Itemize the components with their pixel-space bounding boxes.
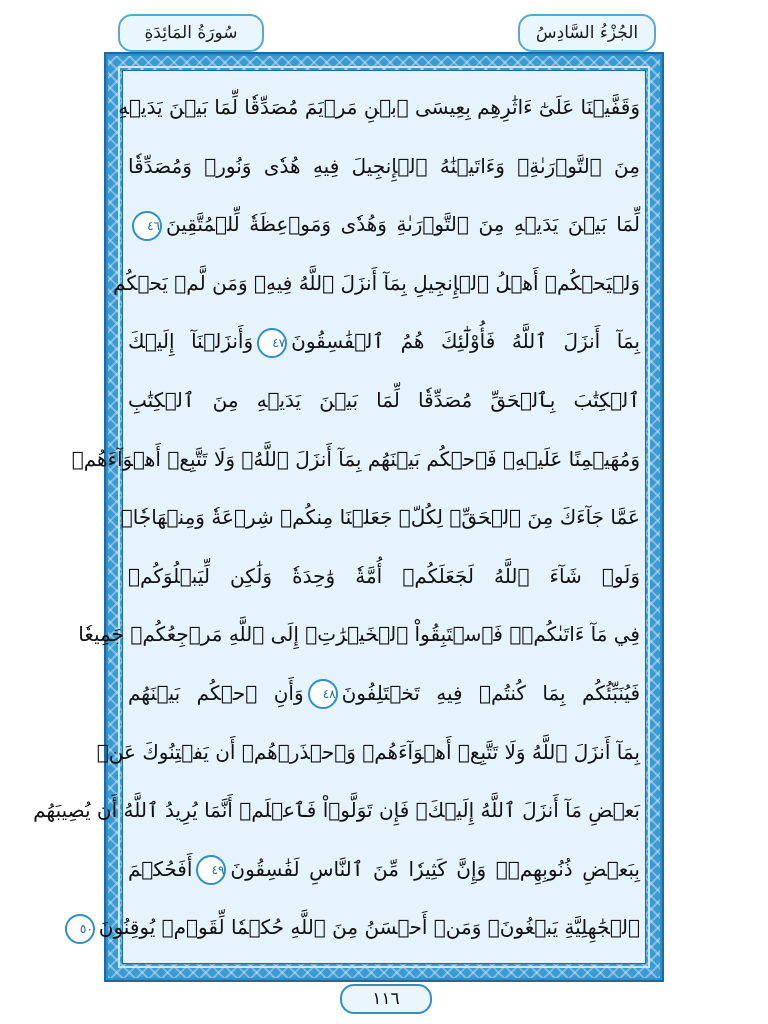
surah-name-label [118,14,264,52]
line-text-after: وَأَنِ ٱحۡكُم بَيۡنَهُم [128,680,304,705]
page-number-text: ١١٦ [372,989,400,1009]
line-text-after: أَفَحُكۡمَ [128,856,193,881]
line-text: بَعۡضِ مَآ أَنزَلَ ٱللَّهُ إِلَيۡكَۖ فَإِن تَوَلَّوۡاْ فَٱعۡلَمۡ أَنَّمَا يُرِيدُ ٱللَّهُ أَن يُصِيبَهُم [33,798,640,823]
verse-line [113,254,640,313]
line-text: ٱلۡجَٰهِلِيَّةِ يَبۡغُونَۚ وَمَنۡ أَحۡسَنُ مِنَ ٱللَّهِ حُكۡمٗا لِّقَوۡمٖ يُوقِنُونَ [98,915,640,940]
verse-number-marker: ٤٧ [257,328,287,358]
line-text: بِمَآ أَنزَلَ ٱللَّهُ فَأُوْلَٰٓئِكَ هُمُ ٱلۡفَٰسِقُونَ [291,329,640,354]
verse-lines [33,78,640,958]
line-text: لِّمَا بَيۡنَ يَدَيۡهِ مِنَ ٱلتَّوۡرَىٰةِ وَهُدٗى وَمَوۡعِظَةٗ لِّلۡمُتَّقِينَ [166,212,640,237]
line-text: وَقَفَّيۡنَا عَلَىٰٓ ءَاثَٰرِهِم بِعِيسَى ٱبۡنِ مَرۡيَمَ مُصَدِّقٗا لِّمَا بَيۡنَ يَدَيۡهِ [118,95,640,119]
line-text: مِنَ ٱلتَّوۡرَىٰةِۖ وَءَاتَيۡنَٰهُ ٱلۡإِنجِيلَ فِيهِ هُدٗى وَنُورٞ وَمُصَدِّقٗا [128,153,640,178]
verse-number-marker: ٤٨ [308,679,338,709]
surah-name-text: سُورَةُ المَائِدَةِ [144,23,238,43]
verse-line [96,723,640,782]
verse-line [78,605,640,664]
verse-number-marker: ٥٠ [65,914,95,944]
juz-label [518,14,656,52]
verse-line [120,488,640,547]
line-text: فَيُنَبِّئُكُم بِمَا كُنتُمۡ فِيهِ تَخۡتَلِفُونَ [341,680,640,705]
line-text: وَلَوۡ شَآءَ ٱللَّهُ لَجَعَلَكُمۡ أُمَّةٗ وَٰحِدَةٗ وَلَٰكِن لِّيَبۡلُوَكُمۡ [128,563,640,588]
verse-line [128,195,640,254]
line-text: وَلۡيَحۡكُمۡ أَهۡلُ ٱلۡإِنجِيلِ بِمَآ أَنزَلَ ٱللَّهُ فِيهِۚ وَمَن لَّمۡ يَحۡكُم [113,270,640,295]
page-number [340,984,432,1014]
juz-text: الجُزْءُ السَّادِسُ [535,23,639,43]
line-text: وَمُهَيۡمِنًا عَلَيۡهِۖ فَٱحۡكُم بَيۡنَهُم بِمَآ أَنزَلَ ٱللَّهُۖ وَلَا تَتَّبِعۡ أَهۡوَآءَهُمۡ [71,446,640,471]
verse-line [128,664,640,723]
verse-line [79,898,640,957]
verse-line [33,781,640,840]
verse-line [128,137,640,196]
line-text: بِبَعۡضِ ذُنُوبِهِمۡۗ وَإِنَّ كَثِيرٗا مِّنَ ٱلنَّاسِ لَفَٰسِقُونَ [230,856,640,881]
verse-line [71,430,640,489]
line-text: عَمَّا جَآءَكَ مِنَ ٱلۡحَقِّۚ لِكُلّٖ جَعَلۡنَا مِنكُمۡ شِرۡعَةٗ وَمِنۡهَاجٗاۚ [120,505,640,530]
verse-line [128,312,640,371]
verse-number-marker: ٤٩ [196,855,226,885]
verse-line [128,547,640,606]
line-text: بِمَآ أَنزَلَ ٱللَّهُ وَلَا تَتَّبِعۡ أَهۡوَآءَهُمۡ وَٱحۡذَرۡهُمۡ أَن يَفۡتِنُوكَ عَنۢ [96,739,640,764]
line-text: فِي مَآ ءَاتَىٰكُمۡۖ فَٱسۡتَبِقُواْ ٱلۡخَيۡرَٰتِۚ إِلَى ٱللَّهِ مَرۡجِعُكُمۡ جَمِيعٗا [78,622,640,647]
line-text-after: وَأَنزَلۡنَآ إِلَيۡكَ [128,329,254,354]
verse-line [128,371,640,430]
line-text: ٱلۡكِتَٰبَ بِٱلۡحَقِّ مُصَدِّقٗا لِّمَا بَيۡنَ يَدَيۡهِ مِنَ ٱلۡكِتَٰبِ [128,387,640,412]
verse-line [118,78,640,137]
verse-number-marker: ٤٦ [132,211,162,241]
verse-line [128,840,640,899]
